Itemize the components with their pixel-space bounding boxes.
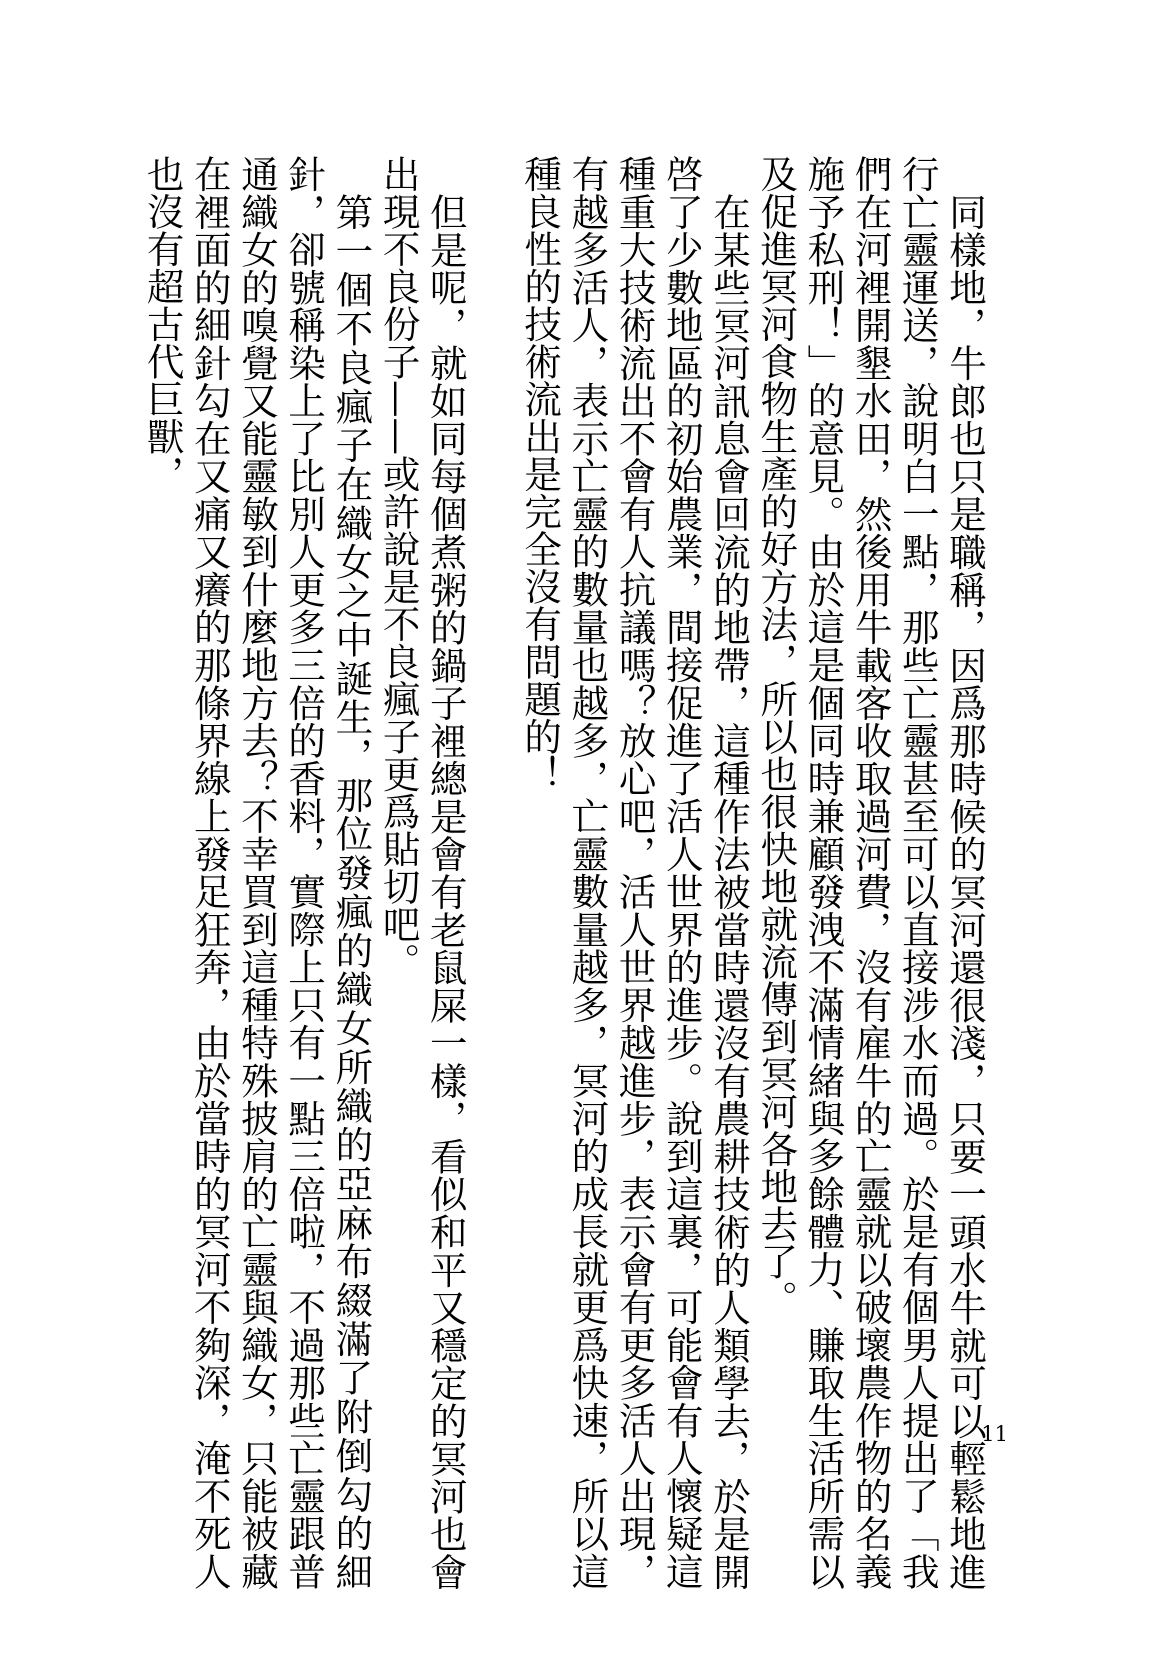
paragraph-1: 同樣地，牛郎也只是職稱，因爲那時候的冥河還很淺，只要一頭水牛就可以輕鬆地進行亡靈運送，說明白一點，那些亡靈甚至可以直接涉水而過。於是有個男人提出了「我們在河裡開墾水田，然後用牛載客收取過河費，沒有雇牛的亡靈就以破壞農作物的名義施予私刑！」的意見。由於這是個同時兼顧發洩不滿情緒與多餘體力、賺取生活所需以及促進冥河食物生產的好方法，所以也很快地就流傳到冥河各地去了。 <box>754 155 987 1590</box>
body-text <box>138 155 988 1590</box>
paragraph-break <box>469 155 516 1590</box>
paragraph-2: 在某些冥河訊息會回流的地帶，這種作法被當時還沒有農耕技術的人類學去，於是開啓了少數地區的初始農業，間接促進了活人世界的進步。說到這裏，可能會有人懷疑這種重大技術流出不會有人抗議嗎？放心吧，活人世界越進步，表示會有更多活人出現，有越多活人，表示亡靈的數量也越多，亡靈數量越多，冥河的成長就更爲快速，所以這種良性的技術流出是完全沒有問題的！ <box>518 155 751 1590</box>
paragraph-4: 第一個不良瘋子在織女之中誕生，那位發瘋的織女所織的亞麻布綴滿了附倒勾的細針，卻號稱染上了比別人更多三倍的香料，實際上只有一點三倍啦，不過那些亡靈跟普通織女的嗅覺又能靈敏到什麼地方去？不幸買到這種特殊披肩的亡靈與織女，只能被藏在裡面的細針勾在又痛又癢的那條界線上發足狂奔，由於當時的冥河不夠深，淹不死人也沒有超古代巨獸， <box>140 155 374 1590</box>
page-number: 11 <box>981 1422 1008 1446</box>
paragraph-3: 但是呢，就如同每個煮粥的鍋子裡總是會有老鼠屎一樣，看似和平又穩定的冥河也會出現不良份子——或許說是不良瘋子更爲貼切吧。 <box>376 155 468 1590</box>
